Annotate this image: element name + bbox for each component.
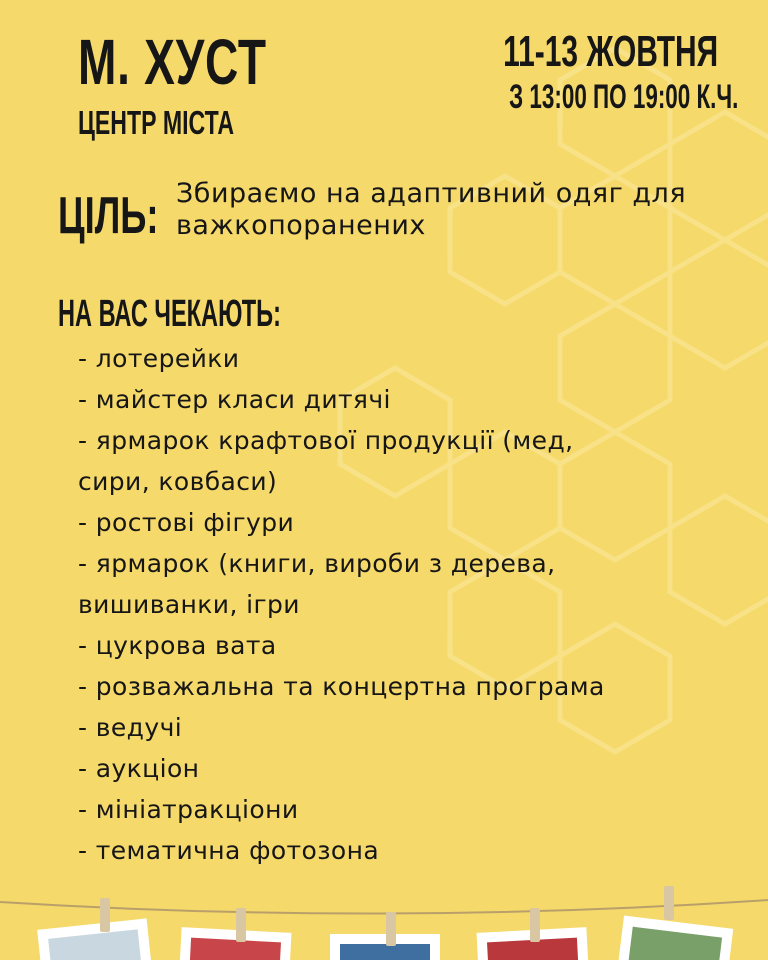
goal-text: Збираємо на адаптивний одяг для важкопоранених — [176, 178, 687, 242]
photo-card — [617, 916, 733, 960]
list-item: - аукціон — [78, 754, 200, 783]
list-item: - розважальна та концертна програма — [78, 672, 605, 701]
photo-card — [330, 934, 440, 960]
list-item: - ярмарок крафтової продукції (мед, — [78, 426, 574, 455]
list-item: - тематична фотозона — [78, 836, 380, 865]
clothespin-icon — [236, 908, 246, 942]
list-item: - майстер класи дитячі — [78, 385, 391, 414]
list-item: - ростові фігури — [78, 508, 295, 537]
photo-card — [37, 918, 153, 960]
list-item: - ярмарок (книги, вироби з дерева, — [78, 549, 556, 578]
program-heading: НА ВАС ЧЕКАЮТЬ: — [58, 293, 281, 335]
photo-garland-decoration — [0, 880, 768, 960]
clothespin-icon — [664, 886, 674, 920]
list-item: - лотерейки — [78, 344, 240, 373]
list-item: - цукрова вата — [78, 631, 277, 660]
goal-label: ЦІЛЬ: — [58, 187, 159, 245]
clothespin-icon — [530, 908, 540, 942]
clothespin-icon — [386, 912, 396, 946]
event-hours: З 13:00 ПО 19:00 К.Ч. — [508, 78, 738, 116]
clothespin-icon — [100, 898, 110, 932]
list-item: сири, ковбаси) — [78, 467, 278, 496]
location-label: ЦЕНТР МІСТА — [78, 104, 235, 141]
city-title: М. ХУСТ — [78, 26, 267, 98]
photo-card — [179, 927, 292, 960]
list-item: вишиванки, ігри — [78, 590, 300, 619]
program-list — [78, 338, 748, 871]
list-item: - мініатракціони — [78, 795, 299, 824]
list-item: - ведучі — [78, 713, 183, 742]
event-dates: 11-13 ЖОВТНЯ — [503, 27, 718, 76]
